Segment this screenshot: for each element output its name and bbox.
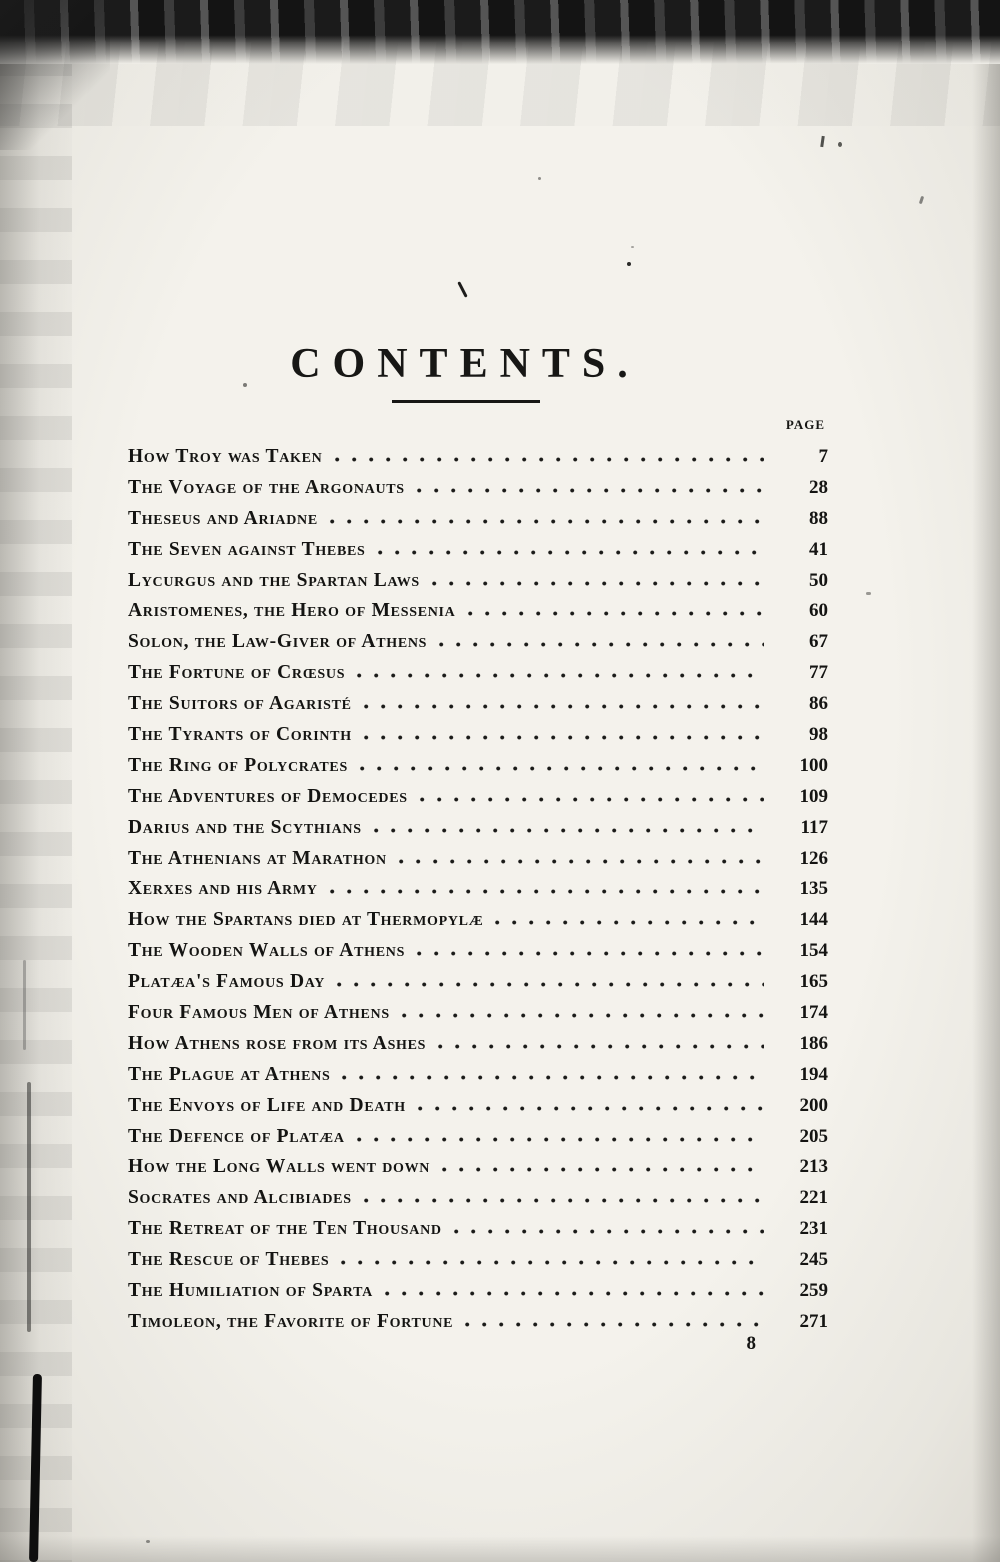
toc-entry-page-number: 186 xyxy=(799,1032,828,1054)
toc-entry-page-number: 117 xyxy=(800,816,828,838)
scan-top-edge-band xyxy=(0,0,1000,64)
toc-entry xyxy=(128,1002,828,1033)
toc-entry-page-number: 77 xyxy=(809,662,828,684)
page-column-header: PAGE xyxy=(785,417,825,432)
toc-entry-page-number: 135 xyxy=(799,878,828,900)
toc-entry-title: The Adventures of Democedes xyxy=(128,785,408,807)
toc-entry-title: The Tyrants of Corinth xyxy=(128,724,352,746)
toc-entry-page-number: 245 xyxy=(799,1249,828,1271)
toc-entry-page-number: 194 xyxy=(799,1063,828,1085)
leader-dots xyxy=(357,673,764,678)
toc-entry-page-number: 41 xyxy=(809,538,828,560)
toc-entry-title: The Rescue of Thebes xyxy=(128,1249,330,1271)
scan-speck xyxy=(866,592,871,595)
scan-stray-mark xyxy=(838,142,842,147)
toc-entry xyxy=(128,1033,828,1064)
leader-dots xyxy=(360,766,764,771)
leader-dots xyxy=(337,982,764,987)
leader-dots xyxy=(432,581,764,586)
leader-dots xyxy=(420,797,764,802)
leader-dots xyxy=(364,704,764,709)
toc-entry xyxy=(128,1218,828,1249)
scan-stray-mark xyxy=(457,281,467,298)
toc-list xyxy=(128,446,828,1342)
toc-entry xyxy=(128,1064,828,1095)
leader-dots xyxy=(330,519,764,524)
toc-entry-page-number: 200 xyxy=(799,1094,828,1116)
leader-dots xyxy=(439,642,764,647)
toc-entry-page-number: 144 xyxy=(799,909,828,931)
toc-entry xyxy=(128,600,828,631)
toc-entry xyxy=(128,539,828,570)
toc-entry-title: The Wooden Walls of Athens xyxy=(128,940,406,962)
toc-entry xyxy=(128,1095,828,1126)
leader-dots xyxy=(442,1167,764,1172)
signature-page-number: 8 xyxy=(746,1333,756,1354)
scan-stray-mark xyxy=(919,196,924,205)
scan-left-streak xyxy=(27,1082,31,1332)
toc-entry-title: Xerxes and his Army xyxy=(128,878,318,900)
toc-entry-title: How Athens rose from its Ashes xyxy=(128,1032,427,1054)
toc-entry-title: How the Spartans died at Thermopylæ xyxy=(128,909,484,931)
leader-dots xyxy=(335,457,765,462)
toc-entry-title: The Plague at Athens xyxy=(128,1063,331,1085)
leader-dots xyxy=(468,611,765,616)
toc-entry-title: The Humiliation of Sparta xyxy=(128,1280,373,1302)
toc-entry xyxy=(128,1126,828,1157)
scan-speck xyxy=(631,246,634,248)
scan-speck xyxy=(146,1540,150,1543)
toc-entry-title: The Suitors of Agaristé xyxy=(128,693,352,715)
scan-bottom-edge-texture xyxy=(0,1536,1000,1562)
toc-entry xyxy=(128,817,828,848)
toc-entry-page-number: 213 xyxy=(799,1156,828,1178)
leader-dots xyxy=(418,1106,764,1111)
toc-entry xyxy=(128,878,828,909)
toc-entry xyxy=(128,755,828,786)
leader-dots xyxy=(438,1044,764,1049)
scan-speck xyxy=(538,177,541,180)
toc-entry-title: How the Long Walls went down xyxy=(128,1156,431,1178)
page-title: CONTENTS. xyxy=(290,341,640,388)
toc-entry-page-number: 126 xyxy=(799,847,828,869)
toc-entry-page-number: 154 xyxy=(799,940,828,962)
toc-entry-title: The Envoys of Life and Death xyxy=(128,1094,406,1116)
leader-dots xyxy=(364,1198,764,1203)
toc-entry-title: The Voyage of the Argonauts xyxy=(128,476,405,498)
toc-entry xyxy=(128,477,828,508)
toc-entry-title: Timoleon, the Favorite of Fortune xyxy=(128,1310,454,1332)
toc-entry-page-number: 60 xyxy=(809,600,828,622)
toc-entry-title: The Ring of Polycrates xyxy=(128,754,348,776)
toc-entry-title: The Fortune of Crœsus xyxy=(128,662,346,684)
toc-entry xyxy=(128,446,828,477)
toc-entry-title: Aristomenes, the Hero of Messenia xyxy=(128,600,456,622)
leader-dots xyxy=(465,1322,764,1327)
toc-entry xyxy=(128,1187,828,1218)
scan-top-left-corner-shadow xyxy=(0,0,110,150)
toc-entry xyxy=(128,909,828,940)
leader-dots xyxy=(495,920,764,925)
toc-entry-page-number: 221 xyxy=(799,1187,828,1209)
toc-entry-title: How Troy was Taken xyxy=(128,446,323,467)
leader-dots xyxy=(378,550,764,555)
toc-entry-page-number: 67 xyxy=(809,631,828,653)
toc-entry-page-number: 88 xyxy=(809,507,828,529)
scan-speck xyxy=(627,262,631,266)
toc-entry-page-number: 98 xyxy=(809,724,828,746)
leader-dots xyxy=(364,735,764,740)
leader-dots xyxy=(374,828,764,833)
toc-entry-page-number: 109 xyxy=(799,785,828,807)
leader-dots xyxy=(342,1075,764,1080)
toc-entry xyxy=(128,848,828,879)
leader-dots xyxy=(330,889,764,894)
toc-entry-title: Lycurgus and the Spartan Laws xyxy=(128,569,420,591)
toc-entry-page-number: 100 xyxy=(799,754,828,776)
title-divider-rule xyxy=(392,400,540,403)
toc-entry-page-number: 28 xyxy=(809,476,828,498)
toc-entry xyxy=(128,662,828,693)
toc-entry-page-number: 205 xyxy=(799,1125,828,1147)
toc-entry-page-number: 174 xyxy=(799,1002,828,1024)
toc-entry xyxy=(128,1249,828,1280)
leader-dots xyxy=(417,951,764,956)
toc-entry-page-number: 7 xyxy=(818,446,828,467)
toc-entry-title: Solon, the Law-Giver of Athens xyxy=(128,631,428,653)
toc-entry xyxy=(128,1156,828,1187)
toc-entry xyxy=(128,724,828,755)
leader-dots xyxy=(402,1013,764,1018)
toc-entry-page-number: 86 xyxy=(809,693,828,715)
toc-entry-page-number: 271 xyxy=(799,1310,828,1332)
scan-stray-mark xyxy=(820,136,825,147)
scan-right-edge-texture xyxy=(972,0,1000,1562)
leader-dots xyxy=(454,1229,764,1234)
toc-entry-title: Theseus and Ariadne xyxy=(128,507,318,529)
leader-dots xyxy=(357,1137,764,1142)
toc-entry-title: The Athenians at Marathon xyxy=(128,847,387,869)
toc-entry-title: Four Famous Men of Athens xyxy=(128,1002,390,1024)
toc-entry xyxy=(128,940,828,971)
toc-entry-title: The Retreat of the Ten Thousand xyxy=(128,1218,442,1240)
toc-entry-page-number: 259 xyxy=(799,1280,828,1302)
toc-entry-title: The Defence of Platæa xyxy=(128,1125,345,1147)
toc-entry xyxy=(128,1280,828,1311)
toc-entry-page-number: 50 xyxy=(809,569,828,591)
scan-left-edge-texture xyxy=(0,0,72,1562)
toc-entry-title: The Seven against Thebes xyxy=(128,538,366,560)
toc-entry-title: Socrates and Alcibiades xyxy=(128,1187,352,1209)
scan-left-streak xyxy=(23,960,26,1050)
toc-entry-title: Platæa's Famous Day xyxy=(128,971,326,993)
leader-dots xyxy=(341,1260,764,1265)
toc-entry xyxy=(128,786,828,817)
leader-dots xyxy=(385,1291,764,1296)
toc-entry xyxy=(128,570,828,601)
toc-entry-page-number: 165 xyxy=(799,971,828,993)
toc-entry xyxy=(128,631,828,662)
leader-dots xyxy=(399,859,764,864)
toc-entry-page-number: 231 xyxy=(799,1218,828,1240)
leader-dots xyxy=(417,488,764,493)
toc-entry xyxy=(128,508,828,539)
toc-entry-title: Darius and the Scythians xyxy=(128,816,362,838)
toc-entry xyxy=(128,971,828,1002)
toc-entry xyxy=(128,693,828,724)
